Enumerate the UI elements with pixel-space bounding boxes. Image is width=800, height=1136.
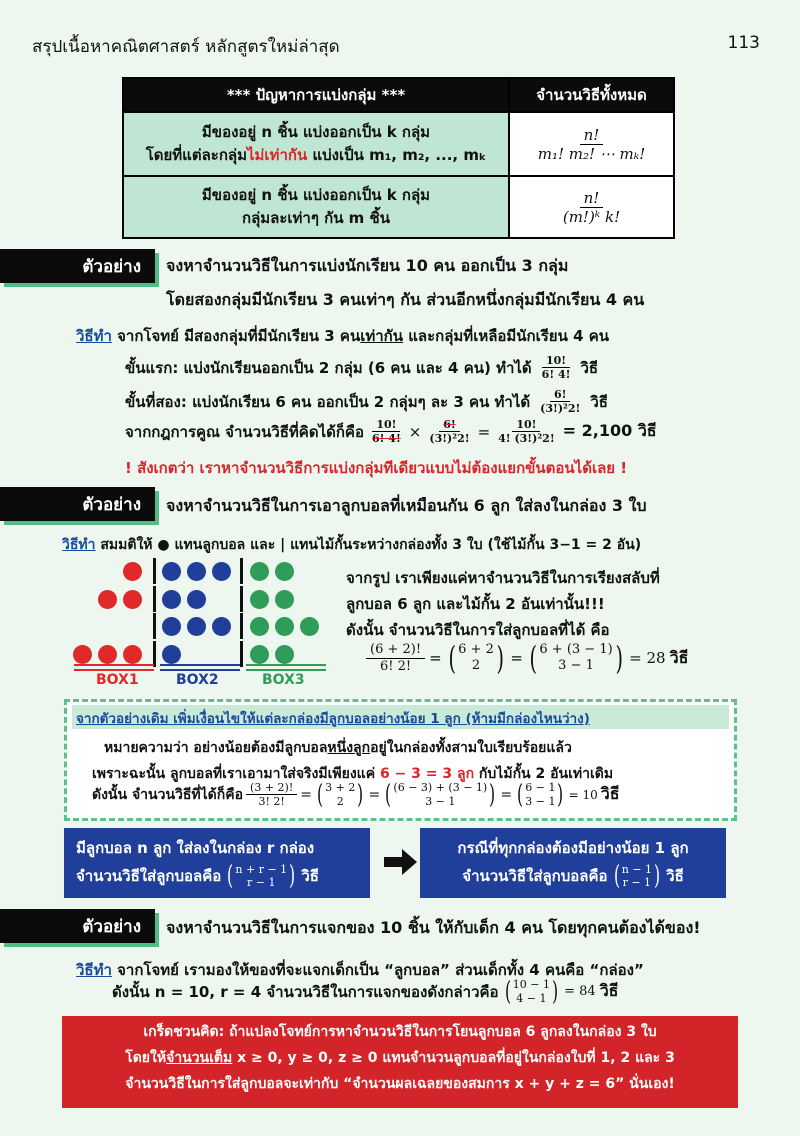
grouping-table	[122, 77, 675, 239]
binom-top: 6 − 1	[525, 781, 556, 794]
ext2r: 6 − 3 = 3 ลูก	[379, 766, 475, 782]
ball-green	[250, 590, 269, 609]
frac-den: (3!)²2!	[429, 432, 470, 446]
ex1-question-2: โดยสองกลุ่มมีนักเรียน 3 คนเท่าๆ กัน ส่วนอีกหนึ่งกลุ่มมีนักเรียน 4 คน	[166, 290, 645, 309]
divider-bar	[153, 641, 156, 667]
ex1-question-1: จงหาจำนวนวิธีในการแบ่งนักเรียน 10 คน ออกเป็น 3 กลุ่ม	[166, 256, 569, 275]
ext1a: หมายความว่า อย่างน้อยต้องมีลูกบอล	[104, 740, 328, 756]
ex2-question: จงหาจำนวนวิธีในการเอาลูกบอลที่เหมือนกัน 6 ลูก ใส่ลงในกล่อง 3 ใบ	[166, 496, 647, 515]
ex3-m1: จากโจทย์ เรามองให้ของที่จะแจกเด็กเป็น “ลูกบอล” ส่วนเด็กทั้ง 4 คนคือ “กล่อง”	[117, 961, 644, 979]
way-label: วิธี	[666, 866, 684, 885]
formula-den: m₁! m₂! ⋯ mₖ!	[537, 144, 646, 163]
ex1-step1-text: ขั้นแรก: แบ่งนักเรียนออกเป็น 2 กลุ่ม (6 คน และ 4 คน) ทำได้	[125, 358, 532, 377]
binom-bottom: 3 − 1	[525, 794, 556, 808]
formula-den: (m!)ᵏ k!	[562, 207, 621, 226]
ex1-s1u: เท่ากัน	[360, 327, 403, 345]
ball-green	[275, 590, 294, 609]
row2-line2: กลุ่มละเท่าๆ กัน m ชิ้น	[242, 209, 390, 227]
ball-red	[123, 590, 142, 609]
binom-bottom: 3 − 1	[558, 658, 594, 674]
ex1-solution-1	[76, 324, 609, 348]
tip-l2a: โดยให้	[125, 1049, 167, 1066]
box2-base	[160, 664, 240, 671]
ex1-step1	[125, 354, 598, 381]
ext3: ดังนั้น จำนวนวิธีที่ได้ก็คือ	[92, 786, 244, 803]
ball-blue	[162, 590, 181, 609]
tip-line-2	[62, 1046, 738, 1072]
ball-green	[250, 645, 269, 664]
row1-l2b: แบ่งเป็น m₁, m₂, ..., mₖ	[307, 146, 487, 164]
example-tag: ตัวอย่าง	[0, 487, 155, 521]
ball-blue	[187, 590, 206, 609]
box1-base	[74, 664, 154, 671]
frac-den: 6! 2!	[379, 658, 412, 674]
summary-right-text: จำนวนวิธีใส่ลูกบอลคือ	[462, 866, 608, 885]
ex2-method-text: สมมติให้ ● แทนลูกบอล และ | แทนไม้กั้นระหว่างกล่องทั้ง 3 ใบ (ใช้ไม้กั้น 3−1 = 2 อัน)	[100, 537, 642, 553]
binom-top: 3 + 2	[325, 781, 356, 794]
ball-red	[123, 562, 142, 581]
binom-top: 6 + (3 − 1)	[539, 642, 613, 657]
binom-top: 6 + 2	[458, 642, 494, 657]
row1-line2	[128, 144, 504, 167]
ball-red	[98, 590, 117, 609]
extension-header: จากตัวอย่างเดิม เพิ่มเงื่อนไขให้แต่ละกล่องมีลูกบอลอย่างน้อย 1 ลูก (ห้ามมีกล่องไหนว่าง)	[76, 711, 590, 727]
method-label: วิธีทำ	[76, 327, 112, 345]
extension-formula: ดังนั้น จำนวนวิธีที่ได้ก็คือ $\frac{(3 + 2)!}{3! 2!}$ = ( 3 + 2 2 ) = ( (6 − 3) + (3 − 1) 3 − 1 ) = ( 6 − 1 3 − 1 ) = 10 วิธี	[92, 779, 620, 810]
ex2-result: = 28	[629, 649, 666, 668]
ball-green	[275, 562, 294, 581]
ex1-s1b: และกลุ่มที่เหลือมีนักเรียน 4 คน	[403, 327, 610, 345]
ball-blue	[212, 617, 231, 636]
binom-bottom: 2	[471, 658, 481, 674]
ball-blue	[162, 617, 181, 636]
table-row-equal	[123, 176, 509, 238]
ex1-step2-text: ขั้นที่สอง: แบ่งนักเรียน 6 คน ออกเป็น 2 กลุ่มๆ ละ 3 คน ทำได้	[125, 392, 531, 411]
ext1u: หนึ่งลูก	[327, 740, 371, 756]
tip-line-1: เกร็ดชวนคิด: ถ้าแปลงโจทย์การหาจำนวนวิธีในการโยนลูกบอล 6 ลูกลงในกล่อง 3 ใบ	[143, 1024, 657, 1040]
box1-label: BOX1	[96, 672, 139, 688]
divider-bar	[240, 558, 243, 584]
ext-result: = 10	[568, 787, 598, 802]
binom-bottom: 4 − 1	[516, 991, 547, 1005]
frac-den: 3! 2!	[258, 795, 285, 809]
ball-blue	[212, 562, 231, 581]
example-tag: ตัวอย่าง	[0, 249, 155, 283]
frac-num: 10!	[512, 418, 540, 432]
formula-num: n!	[580, 126, 604, 145]
way-label: วิธี	[580, 358, 599, 377]
frac-num: 6!	[550, 388, 570, 402]
frac-den: (3!)²2!	[540, 402, 581, 416]
summary-left-text: จำนวนวิธีใส่ลูกบอลคือ	[76, 866, 222, 885]
ex3-m2: ดังนั้น n = 10, r = 4 จำนวนวิธีในการแจกของดังกล่าวคือ	[112, 982, 499, 1001]
tip-box	[62, 1016, 738, 1108]
ball-green	[250, 562, 269, 581]
ball-blue	[162, 645, 181, 664]
ex2-text-2: ลูกบอล 6 ลูก และไม้กั้น 2 อันเท่านั้น!!!	[346, 595, 605, 613]
page-number: 113	[727, 33, 760, 53]
binom-top: 10 − 1	[512, 978, 550, 991]
ball-red	[123, 645, 142, 664]
binom-bottom: 3 − 1	[425, 794, 456, 808]
divider-bar	[240, 613, 243, 639]
table-header-ways: จำนวนวิธีทั้งหมด	[509, 78, 674, 112]
ball-blue	[187, 562, 206, 581]
ball-blue	[187, 617, 206, 636]
summary-right	[420, 828, 726, 898]
ex3-method-2: ดังนั้น n = 10, r = 4 จำนวนวิธีในการแจกของดังกล่าวคือ ( 10 − 1 4 − 1 ) = 84 วิธี	[112, 976, 619, 1007]
ext2b: กับไม้กั้น 2 อันเท่าเดิม	[474, 766, 614, 782]
ex2-text-3: ดังนั้น จำนวนวิธีในการใส่ลูกบอลที่ได้ คือ	[346, 621, 610, 639]
ext1b: อยู่ในกล่องทั้งสามใบเรียบร้อยแล้ว	[370, 740, 572, 756]
table-row-unequal	[123, 112, 509, 176]
summary-left	[64, 828, 370, 898]
summary-right-1: กรณีที่ทุกกล่องต้องมีอย่างน้อย 1 ลูก	[457, 839, 689, 857]
frac-num: (3 + 2)!	[246, 781, 297, 795]
frac-num: (6 + 2)!	[366, 642, 425, 659]
divider-bar	[240, 641, 243, 667]
frac-den: 4! (3!)²2!	[498, 432, 555, 446]
divider-bar	[153, 586, 156, 612]
ex1-step3: จากกฎการคูณ จำนวนวิธีที่คิดได้ก็คือ $\frac{10!}{6! 4!}$ × $\frac{6!}{\text{(3!)²2!}}$ = $\frac{10!}{\text{4! (3!)²2!}}$ = 2,100 วิธี	[125, 418, 657, 446]
arrow-right-icon	[384, 848, 418, 876]
divider-bar	[240, 586, 243, 612]
ball-green	[275, 645, 294, 664]
way-label: วิธี	[590, 392, 608, 411]
ex3-result: = 84	[564, 984, 596, 1000]
formula-equal	[509, 176, 674, 238]
ball-green	[275, 617, 294, 636]
formula-num: n!	[580, 189, 604, 208]
frac-num: 6!	[439, 418, 459, 432]
ball-blue	[162, 562, 181, 581]
summary-left-1: มีลูกบอล n ลูก ใส่ลงในกล่อง r กล่อง	[76, 839, 315, 857]
way-label: วิธี	[600, 784, 620, 804]
binom-top: (6 − 3) + (3 − 1)	[393, 781, 488, 794]
binom-bottom: 2	[336, 794, 344, 808]
tip-l2b: x ≥ 0, y ≥ 0, z ≥ 0 แทนจำนวนลูกบอลที่อยู่ในกล่องใบที่ 1, 2 และ 3	[232, 1049, 675, 1066]
frac-den: 6! 4!	[371, 432, 401, 446]
tip-line-3: จำนวนวิธีในการใส่ลูกบอลจะเท่ากับ “จำนวนผลเฉลยของสมการ x + y + z = 6” นั่นเอง!	[125, 1075, 675, 1092]
ball-red	[98, 645, 117, 664]
ex1-note: ! สังเกตว่า เราหาจำนวนวิธีการแบ่งกลุ่มทีเดียวแบบไม่ต้องแยกขั้นตอนได้เลย !	[125, 459, 628, 477]
frac-num: 10!	[372, 418, 400, 432]
header-title: สรุปเนื้อหาคณิตศาสตร์ หลักสูตรใหม่ล่าสุด	[32, 37, 340, 57]
example-tag: ตัวอย่าง	[0, 909, 155, 943]
box3-base	[246, 664, 326, 671]
summary-left-2: จำนวนวิธีใส่ลูกบอลคือ ( n + r − 1 r − 1 ) วิธี	[76, 861, 319, 892]
ex2-text-1: จากรูป เราเพียงแค่หาจำนวนวิธีในการเรียงสลับที่	[346, 569, 660, 587]
frac-den: 6! 4!	[541, 368, 571, 382]
way-label: วิธี	[669, 647, 689, 667]
ex1-s1a: จากโจทย์ มีสองกลุ่มที่มีนักเรียน 3 คน	[117, 327, 361, 345]
row1-line1: มีของอยู่ n ชิ้น แบ่งออกเป็น k กลุ่ม	[201, 122, 431, 141]
divider-bar	[153, 613, 156, 639]
way-label: วิธี	[599, 981, 619, 1001]
frac-num: 10!	[542, 354, 570, 368]
box2-label: BOX2	[176, 672, 219, 688]
formula-unequal	[509, 112, 674, 176]
ex2-formula: $\frac{(6 + 2)!}{6! 2!}$ = ( 6 + 2 2 ) = ( 6 + (3 − 1) 3 − 1 ) = 28 วิธี	[366, 642, 688, 675]
row1-l2a: โดยที่แต่ละกลุ่ม	[145, 146, 247, 164]
ex2-method	[62, 534, 641, 556]
way-label: วิธี	[301, 866, 319, 885]
binom-top: n − 1	[621, 862, 652, 876]
binom-bottom: r − 1	[247, 876, 276, 890]
binom-top: n + r − 1	[235, 862, 288, 876]
method-label: วิธีทำ	[62, 537, 96, 553]
ex1-step3-text: จากกฎการคูณ จำนวนวิธีที่คิดได้ก็คือ	[125, 422, 364, 441]
binom-bottom: r − 1	[622, 876, 652, 890]
ex1-step2	[125, 388, 608, 415]
tip-l2u: จำนวนเต็ม	[166, 1049, 233, 1066]
ball-green	[300, 617, 319, 636]
ex1-result: = 2,100 วิธี	[562, 421, 657, 441]
ball-red	[73, 645, 92, 664]
ball-green	[250, 617, 269, 636]
extension-line-1	[104, 737, 572, 759]
ex3-question: จงหาจำนวนวิธีในการแจกของ 10 ชิ้น ให้กับเด็ก 4 คน โดยทุกคนต้องได้ของ!	[166, 918, 701, 937]
table-header-problem: *** ปัญหาการแบ่งกลุ่ม ***	[123, 78, 509, 112]
divider-bar	[153, 558, 156, 584]
method-label: วิธีทำ	[76, 961, 112, 979]
box3-label: BOX3	[262, 672, 305, 688]
summary-right-2: จำนวนวิธีใส่ลูกบอลคือ ( n − 1 r − 1 ) วิธี	[462, 861, 684, 892]
ext2a: เพราะฉะนั้น ลูกบอลที่เราเอามาใส่จริงมีเพียงแค่	[92, 766, 380, 782]
row2-line1: มีของอยู่ n ชิ้น แบ่งออกเป็น k กลุ่ม	[201, 185, 431, 204]
row1-not-equal: ไม่เท่ากัน	[247, 146, 308, 164]
